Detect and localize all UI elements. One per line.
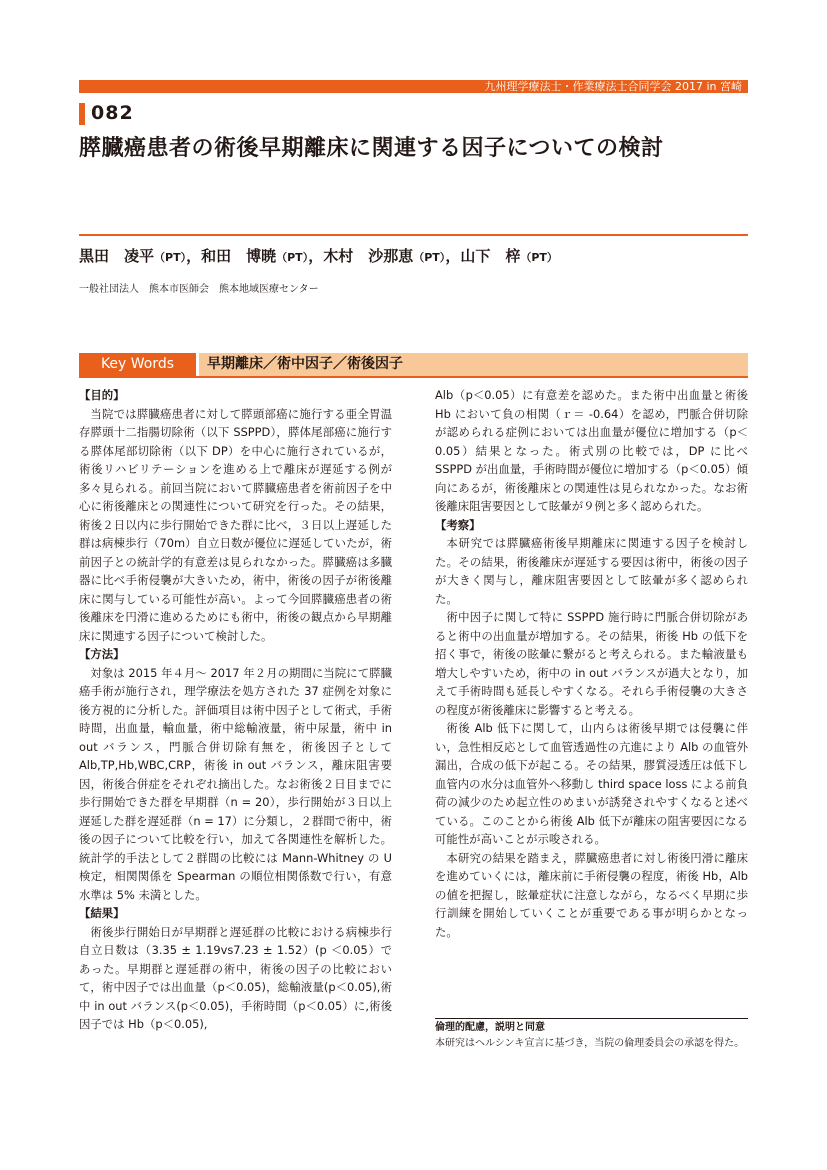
discussion-paragraph: 本研究の結果を踏まえ，膵臓癌患者に対し術後円滑に離床を進めていくには，離床前に手術侵襲の程度，術後 Hb，Alb の値を把握し，眩暈症状に注意しながら，なるべく早期に歩行訓練を開始していくことが重要である事が明らかとなった。 (435, 850, 748, 939)
paper-title: 膵臓癌患者の術後早期離床に関連する因子についての検討 (79, 136, 664, 161)
results-body: 術後歩行開始日が早期群と遅延群の比較における病棟歩行自立日数は（3.35 ± 1.19vs7.23 ± 1.52）(p ＜0.05）であった。早期群と遅延群の術中，術後の因子の比較において，術中因子では出血量（p＜0.05)，総輸液量(p＜0.05),術中 in out バランス(p＜0.05)，手術時間（p＜0.05）に,術後因子では Hb（p＜0.05), (79, 924, 392, 1031)
author-name: 木村 沙那恵 (323, 247, 414, 265)
discussion-paragraph: 術中因子に関して特に SSPPD 施行時に門脈合併切除があると術中の出血量が増加する。その結果，術後 Hb の低下を招く事で，術後の眩暈に繋がると考えられる。また輸液量も増大しやすいため，術中の in out バランスが過大となり，加えて手術時間も延長しやすくなる。それら手術侵襲の大きさの程度が術後離床に影響すると考える。 (435, 610, 748, 717)
author-name: 黒田 凌平 (79, 247, 155, 265)
abstract-number-marker (79, 103, 85, 125)
author-role: （PT） (520, 251, 558, 264)
ethics-divider (435, 1018, 748, 1019)
author-name: 山下 梓 (460, 247, 521, 265)
author-separator: ， (445, 247, 461, 265)
keywords-divider (79, 376, 748, 378)
ethics-heading: 倫理的配慮，説明と同意 (435, 1022, 545, 1033)
conference-banner (79, 80, 748, 93)
author-role: （PT） (276, 251, 309, 264)
affiliation: 一般社団法人 熊本市医師会 熊本地域医療センター (79, 284, 319, 295)
method-heading: 【方法】 (79, 647, 125, 661)
conference-name: 九州理学療法士・作業療法士合同学会 2017 in 宮崎 (484, 80, 742, 93)
method-body: 対象は 2015 年４月～ 2017 年２月の期間に当院にて膵臓癌手術が施行され，理学療法を処方された 37 症例を対象に後方視的に分析した。評価項目は術中因子として術式，手術時間，出血量，輸血量，術中総輸液量，術中尿量，術中 in out バランス，門脈合併切除有無を，術後因子として Alb,TP,Hb,WBC,CRP，術後 in out バランス，離床阻害要因，術後合併症をそれぞれ摘出した。なお術後２日目までに歩行開始できた群を早期群（n = 20），歩行開始が３日以上遅延した群を遅延群（n = 17）に分類し，２群間で術中，術後の因子について比較を行い，加えて各関連性を解析した。統計学的手法として２群間の比較には Mann-Whitney の U 検定，相関関係を Spearman の順位相関係数で行い，有意水準は 5% 未満とした。 (79, 665, 392, 902)
title-divider (79, 234, 748, 236)
purpose-heading: 【目的】 (79, 388, 125, 402)
author-separator: ， (186, 247, 202, 265)
discussion-paragraph: 術後 Alb 低下に関して，山内らは術後早期では侵襲に伴い，急性相反応として血管透過性の亢進により Alb の血管外漏出，合成の低下が起こる。その結果，膠質浸透圧は低下し血管内の水分は血管外へ移動し third space loss による前負荷の減少のため起立性のめまいが誘発されやすくなると述べている。このことから術後 Alb 低下が離床の阻害要因になる可能性が高いことが示唆される。 (435, 721, 748, 846)
author-role: （PT） (154, 251, 187, 264)
discussion-heading: 【考察】 (435, 517, 481, 532)
author-separator: ， (308, 247, 324, 265)
author-role: （PT） (413, 251, 446, 264)
abstract-number: 082 (91, 102, 134, 124)
results-body-continued: Alb（p＜0.05）に有意差を認めた。また術中出血量と術後 Hb において負の相関（ｒ＝ -0.64）を認め，門脈合併切除が認められる症例においては出血量が優位に増加する（p＜0.05）結果となった。術式別の比較では，DP に比べ SSPPD が出血量，手術時間が優位に増加する（p＜0.05）傾向にあるが，術後離床との関連性は見られなかった。なお術後離床阻害要因として眩暈が９例と多く認められた。 (435, 388, 748, 513)
discussion-paragraph: 本研究では膵臓癌術後早期離床に関連する因子を検討した。その結果，術後離床が遅延する要因は術中，術後の因子が大きく関与し，離床阻害要因として眩暈が多く認められた。 (435, 536, 748, 606)
right-column (435, 386, 748, 941)
author-list (79, 245, 558, 269)
results-heading: 【結果】 (79, 906, 125, 920)
ethics-body: 本研究はヘルシンキ宣言に基づき，当院の倫理委員会の承認を得た。 (435, 1038, 745, 1049)
keywords-values: 早期離床／術中因子／術後因子 (199, 353, 748, 376)
keywords-label: Key Words (79, 353, 196, 376)
author-name: 和田 博暁 (201, 247, 277, 265)
purpose-body: 当院では膵臓癌患者に対して膵頭部癌に施行する亜全胃温存膵頭十二指腸切除術（以下 SSPPD），膵体尾部癌に施行する膵体尾部切除術（以下 DP）を中心に施行されているが，術後リハビリテーションを進める上で離床が遅延する例が多々見られる。前回当院において膵臓癌患者を術前因子を中心に術後離床との関連性について研究を行った。その結果，術後２日以内に歩行開始できた群に比べ，３日以上遅延した群は病棟歩行（70m）自立日数が優位に遅延していたが，術前因子との統計学的有意差は見られなかった。膵臓癌は多臓器に比べ手術侵襲が大きいため，術中，術後の因子が術後離床に関与している可能性が高い。よって今回膵臓癌患者の術後離床を円滑に進めるためにも術中，術後の観点から早期離床に関連する因子について検討した。 (79, 406, 392, 643)
left-column (79, 386, 392, 1034)
